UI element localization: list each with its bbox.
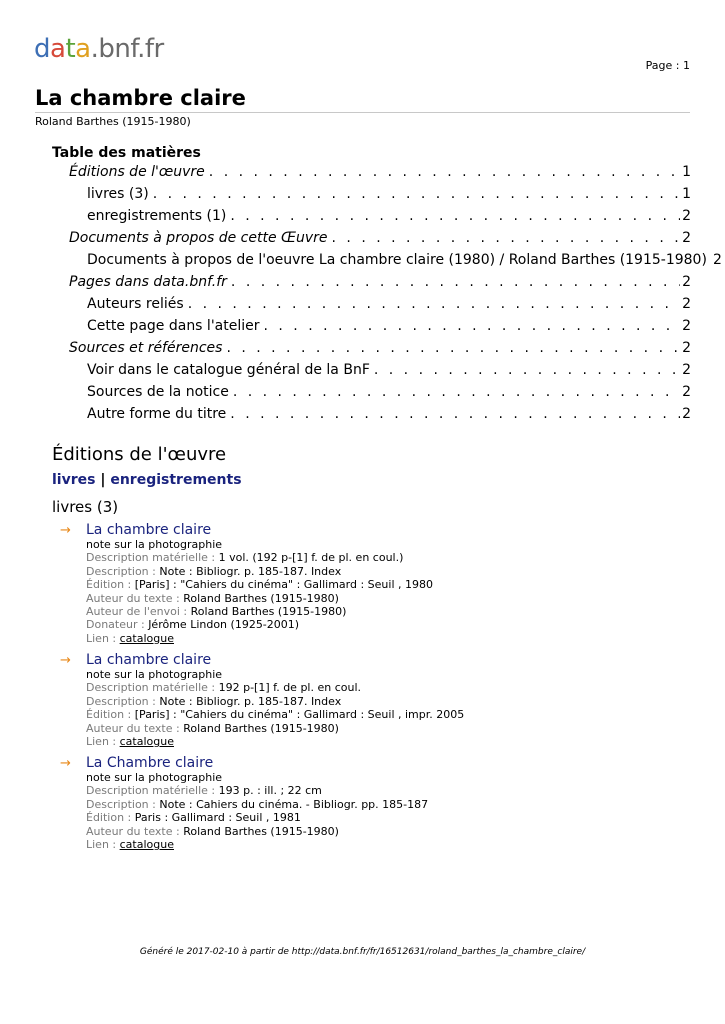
book-field-label: Description :	[86, 797, 160, 811]
toc-entry-label: Sources de la notice	[87, 384, 233, 400]
book-title-link[interactable]: La chambre claire	[86, 652, 212, 668]
title-divider	[35, 112, 690, 113]
book-field-label: Description :	[86, 694, 160, 708]
book-field-value: Roland Barthes (1915-1980)	[183, 591, 339, 605]
toc-entry[interactable]	[87, 318, 691, 338]
catalogue-link[interactable]: catalogue	[119, 838, 174, 852]
toc-entry[interactable]	[69, 164, 691, 184]
book-field-label: Édition :	[86, 708, 135, 722]
book-field	[86, 618, 433, 631]
book-field-value: Jérôme Lindon (1925-2001)	[148, 618, 300, 632]
toc-entry-page: 2	[682, 208, 691, 224]
book-field-value: Roland Barthes (1915-1980)	[183, 721, 339, 735]
book-field-value: Paris : Gallimard : Seuil , 1981	[134, 811, 301, 825]
book-field-value: Roland Barthes (1915-1980)	[190, 605, 347, 619]
toc-leader-dots	[233, 384, 680, 400]
book-link-line	[86, 735, 464, 748]
book-field	[86, 722, 464, 735]
toc-entry-label: Pages dans data.bnf.fr	[69, 274, 231, 290]
book-field-label: Auteur du texte :	[86, 591, 184, 605]
book-title-link[interactable]: La chambre claire	[86, 522, 212, 538]
toc-entry[interactable]	[69, 230, 691, 250]
page-number: Page : 1	[645, 59, 690, 72]
toc-entry-label: Éditions de l'œuvre	[69, 164, 209, 180]
book-field	[86, 551, 433, 564]
toc-entry-label: livres (3)	[87, 186, 153, 202]
logo-letter: t	[65, 34, 76, 64]
book-subtitle: note sur la photographie	[86, 668, 223, 681]
catalogue-link[interactable]: catalogue	[119, 735, 174, 749]
book-link-label: Lien :	[86, 735, 120, 749]
book-field-value: 193 p. : ill. ; 22 cm	[218, 784, 322, 798]
section-heading: Éditions de l'œuvre	[52, 444, 227, 465]
book-details	[86, 652, 464, 748]
toc-entry-page: 2	[682, 340, 691, 356]
toc-leader-dots	[153, 186, 680, 202]
arrow-right-icon: →	[60, 653, 71, 668]
book-field	[86, 681, 464, 694]
toc-entry[interactable]	[87, 362, 691, 382]
toc-entry[interactable]	[87, 208, 691, 228]
link-livres[interactable]: livres	[52, 472, 96, 488]
toc-entry[interactable]	[87, 384, 691, 404]
work-author: Roland Barthes (1915-1980)	[35, 115, 191, 128]
arrow-right-icon: →	[60, 523, 71, 538]
book-field	[86, 695, 464, 708]
toc-entry-page: 2	[682, 274, 691, 290]
logo-letter: d	[34, 34, 51, 64]
book-field-value: [Paris] : "Cahiers du cinéma" : Gallimard : Seuil , impr. 2005	[134, 708, 465, 722]
toc-leader-dots	[374, 362, 680, 378]
arrow-right-icon: →	[60, 756, 71, 771]
toc-leader-dots	[188, 296, 680, 312]
book-field-value: 1 vol. (192 p-[1] f. de pl. en coul.)	[218, 551, 404, 565]
book-field	[86, 578, 433, 591]
book-field	[86, 825, 428, 838]
toc-entry-page: 2	[682, 230, 691, 246]
book-link-label: Lien :	[86, 631, 120, 645]
book-field-label: Édition :	[86, 811, 135, 825]
book-details	[86, 522, 433, 645]
toc-leader-dots	[226, 340, 680, 356]
toc-entry-label: Autre forme du titre	[87, 406, 230, 422]
toc-leader-dots	[230, 406, 680, 422]
book-title-link[interactable]: La Chambre claire	[86, 755, 214, 771]
book-field	[86, 605, 433, 618]
book-link-line	[86, 838, 428, 851]
toc-entry[interactable]	[87, 186, 691, 206]
toc-title: Table des matières	[52, 145, 201, 161]
toc-entry-page: 1	[682, 186, 691, 202]
toc-entry-label: Voir dans le catalogue général de la BnF	[87, 362, 374, 378]
toc-entry-page: 1	[682, 164, 691, 180]
toc-entry-label: enregistrements (1)	[87, 208, 230, 224]
catalogue-link[interactable]: catalogue	[119, 631, 174, 645]
book-field	[86, 592, 433, 605]
book-field-value: 192 p-[1] f. de pl. en coul.	[218, 681, 362, 695]
logo-letter: a	[75, 34, 91, 64]
book-field-label: Auteur de l'envoi :	[86, 605, 191, 619]
book-field-label: Description matérielle :	[86, 784, 219, 798]
page-title: La chambre claire	[35, 86, 246, 110]
toc-entry-label: Documents à propos de l'oeuvre La chambre claire (1980) / Roland Barthes (1915-1980)	[87, 252, 711, 268]
toc-leader-dots	[230, 208, 680, 224]
book-field	[86, 784, 428, 797]
book-field-value: Roland Barthes (1915-1980)	[183, 824, 339, 838]
book-field	[86, 708, 464, 721]
book-field-label: Édition :	[86, 578, 135, 592]
site-logo	[34, 34, 164, 64]
book-field-label: Donateur :	[86, 618, 149, 632]
book-field	[86, 798, 428, 811]
toc-entry[interactable]	[87, 252, 722, 272]
book-subtitle: note sur la photographie	[86, 538, 223, 551]
book-field-label: Description matérielle :	[86, 551, 219, 565]
toc-entry[interactable]	[87, 296, 691, 316]
toc-entry-page: 2	[712, 252, 722, 268]
link-enregistrements[interactable]: enregistrements	[110, 472, 242, 488]
logo-letter: a	[50, 34, 66, 64]
toc-leader-dots	[332, 230, 681, 246]
toc-entry-label: Sources et références	[69, 340, 226, 356]
book-link-line	[86, 632, 433, 645]
section-links	[52, 472, 242, 488]
toc-entry-label: Cette page dans l'atelier	[87, 318, 264, 334]
book-field-value: [Paris] : "Cahiers du cinéma" : Gallimard : Seuil , 1980	[134, 578, 433, 592]
book-field	[86, 565, 433, 578]
toc-entry-label: Documents à propos de cette Œuvre	[69, 230, 332, 246]
book-details	[86, 755, 428, 851]
toc-entry[interactable]	[69, 274, 691, 294]
book-field-value: Note : Bibliogr. p. 185-187. Index	[159, 564, 342, 578]
book-subtitle: note sur la photographie	[86, 771, 223, 784]
book-field-label: Auteur du texte :	[86, 721, 184, 735]
toc-leader-dots	[264, 318, 681, 334]
toc-entry[interactable]	[87, 406, 691, 426]
book-field-label: Auteur du texte :	[86, 824, 184, 838]
toc-leader-dots	[231, 274, 680, 290]
book-field-value: Note : Bibliogr. p. 185-187. Index	[159, 694, 342, 708]
toc-entry-page: 2	[682, 296, 691, 312]
book-field-value: Note : Cahiers du cinéma. - Bibliogr. pp. 185-187	[159, 797, 429, 811]
toc-leader-dots	[209, 164, 680, 180]
book-link-label: Lien :	[86, 838, 120, 852]
book-field-label: Description :	[86, 564, 160, 578]
toc-entry-page: 2	[682, 362, 691, 378]
toc-entry-page: 2	[682, 384, 691, 400]
toc-entry-page: 2	[682, 318, 691, 334]
book-field	[86, 811, 428, 824]
toc-entry[interactable]	[69, 340, 691, 360]
book-field-label: Description matérielle :	[86, 681, 219, 695]
logo-letter: .bnf.fr	[90, 34, 164, 64]
subsection-heading: livres (3)	[52, 498, 119, 516]
toc-entry-label: Auteurs reliés	[87, 296, 188, 312]
footer-generated: Généré le 2017-02-10 à partir de http://data.bnf.fr/fr/16512631/roland_barthes_la_chambre_claire/	[139, 947, 586, 957]
link-separator: |	[100, 472, 106, 488]
toc-entry-page: 2	[682, 406, 691, 422]
